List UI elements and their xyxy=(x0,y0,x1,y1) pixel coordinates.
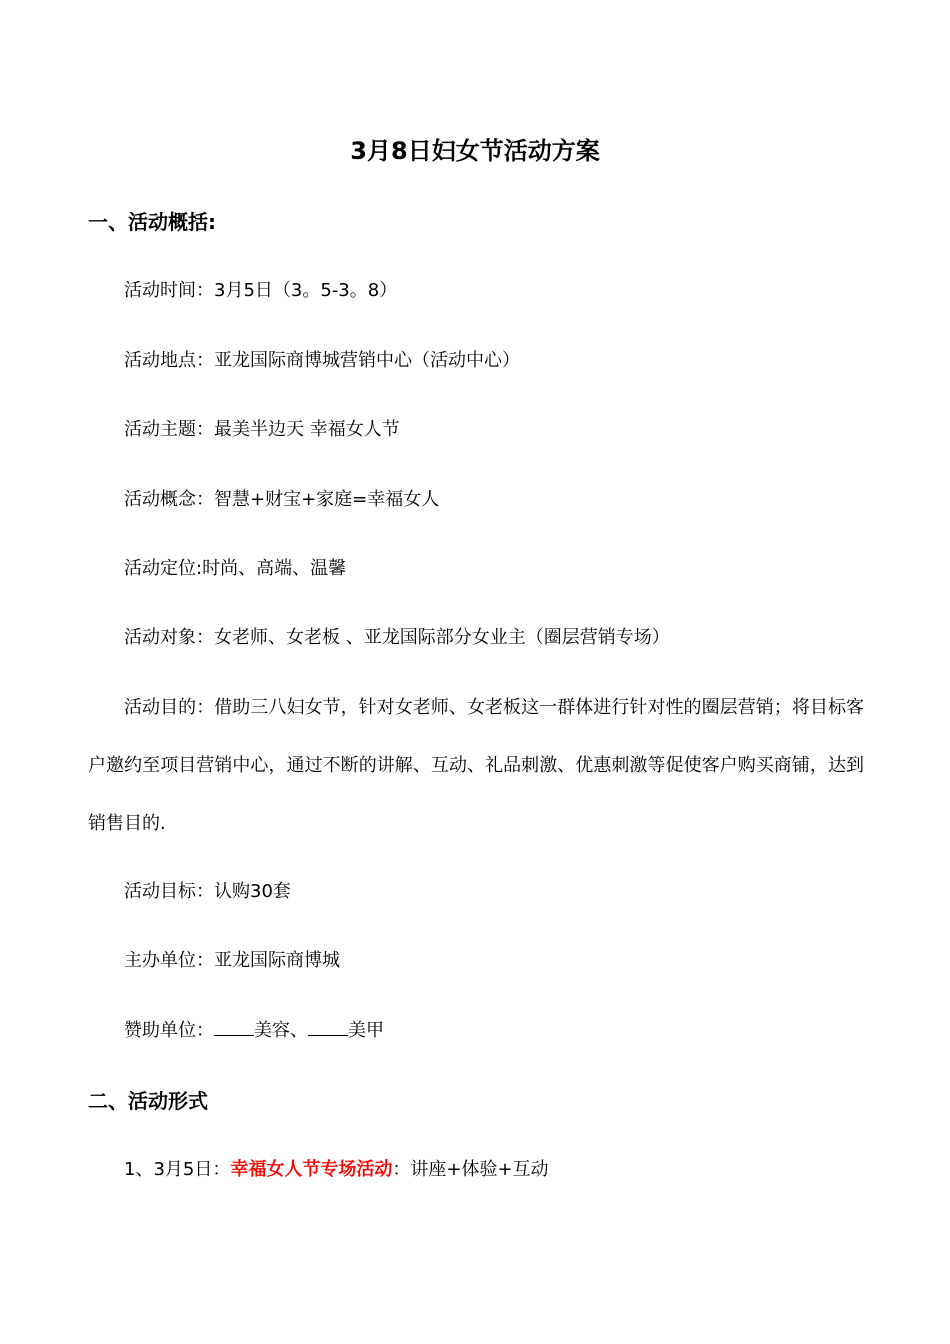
sponsor-blank-1 xyxy=(214,1017,254,1036)
activity-organizer: 主办单位：亚龙国际商博城 xyxy=(124,950,340,971)
section-heading-format: 二、活动形式 xyxy=(88,1089,208,1113)
sponsor-label: 赞助单位： xyxy=(124,1020,214,1041)
sponsor-blank-2 xyxy=(308,1017,348,1036)
activity-positioning: 活动定位:时尚、高端、温馨 xyxy=(124,558,347,579)
activity-theme: 活动主题：最美半边天 幸福女人节 xyxy=(124,419,400,440)
activity-target: 活动目标：认购30套 xyxy=(124,881,291,902)
format-item-1 xyxy=(124,1156,549,1184)
activity-concept: 活动概念：智慧+财宝+家庭=幸福女人 xyxy=(124,489,440,510)
format-item-1-prefix: 1、3月5日： xyxy=(124,1159,231,1180)
format-item-1-suffix: ：讲座+体验+互动 xyxy=(392,1159,549,1180)
document-title: 3月8日妇女节活动方案 xyxy=(350,137,600,165)
sponsor-item-beauty: 美容、 xyxy=(254,1020,308,1041)
format-item-1-highlight: 幸福女人节专场活动 xyxy=(230,1159,393,1180)
activity-audience: 活动对象：女老师、女老板 、亚龙国际部分女业主（圈层营销专场） xyxy=(124,627,670,648)
activity-sponsor xyxy=(124,1017,384,1045)
activity-time: 活动时间：3月5日（3。5-3。8） xyxy=(124,280,398,301)
section-heading-overview: 一、活动概括: xyxy=(88,210,216,234)
activity-location: 活动地点：亚龙国际商博城营销中心（活动中心） xyxy=(124,350,520,371)
activity-purpose: 活动目的：借助三八妇女节，针对女老师、女老板这一群体进行针对性的圈层营销；将目标客户邀约至项目营销中心，通过不断的讲解、互动、礼品刺激、优惠刺激等促使客户购买商铺，达到销售目的. xyxy=(88,697,864,834)
sponsor-item-nails: 美甲 xyxy=(348,1020,384,1041)
